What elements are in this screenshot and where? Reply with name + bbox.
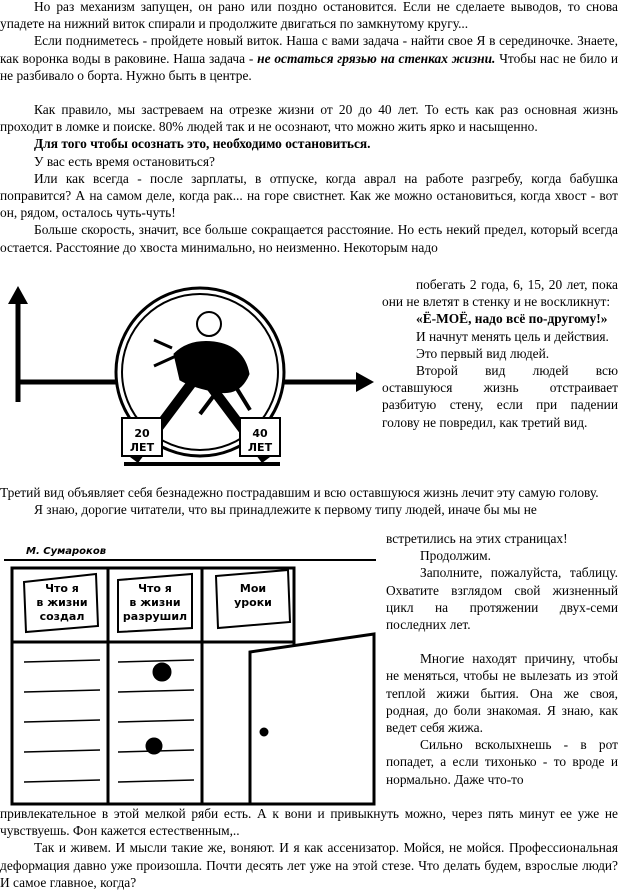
paragraph: Как правило, мы застреваем на отрезке жизни от 20 до 40 лет. То есть как раз основная жизнь проходит в ломке и поиске. 80% людей так и не осознают, что можно жить ярко и насыщенно.: [0, 102, 618, 135]
paragraph: Или как всегда - после зарплаты, в отпуске, когда аврал на работе разгребу, когда бабушка поправится? А на самом деле, когда рак... на горе свистнет. Как же можно остановиться, когда хвост - вот он, рядом, осталось чуть-чуть!: [0, 170, 618, 221]
paragraph: побегать 2 года, 6, 15, 20 лет, пока они не влетят в стенку и не воскликнут:: [382, 277, 618, 310]
col-3-line-2: уроки: [234, 596, 272, 609]
paragraph: Третий вид объявляет себя безнадежно пострадавшим и всю оставшуюся жизнь лечит эту самую голову.: [0, 485, 599, 500]
hamster-wheel-illustration: [4, 284, 374, 470]
paragraph-text: Если подниметесь - пройдете новый виток. Наша с вами задача - найти свое Я в серединочке. Знаете, как воронка воды в раковине. Наша задача -: [0, 33, 618, 66]
paragraph: Больше скорость, значит, все больше сокращается расстояние. Но есть некий предел, который всегда остается. Расстояние до хвоста минимально, но неизменно. Некоторым надо: [0, 222, 618, 255]
paragraph-text: Чтобы нас не било и не разбивало о борта. Нужно быть в центре.: [0, 50, 618, 83]
paragraph: Так и живем. И мысли такие же, воняют. И я как ассенизатор. Мойся, не мойся. Профессиональная деформация давно уже произошла. Почти десять лет уже на этой стезе. Что делать будем, взрослые люди? И самое главное, когда?: [0, 840, 618, 890]
paragraph: Сильно всколыхнешь - в рот попадет, а если тихонько - то вроде и нормально. Даже что-то: [386, 737, 618, 787]
right-column-2: [386, 530, 618, 788]
right-column-1: [382, 276, 618, 431]
paragraph: Многие находят причину, чтобы не меняться, чтобы не вылезать из этой теплой жижи бытия. Она же своя, родная, до боли знакомая. Я знаю, как ведет себя жижа.: [386, 651, 618, 736]
paragraph: Это первый вид людей.: [416, 345, 550, 361]
paragraph: привлекательное в этой мелкой ряби есть. А к вони и привыкнуть можно, через пять минут ее уже не чувствуешь. Фон кажется естественным,..: [0, 806, 618, 839]
top-text-block: [0, 0, 618, 256]
col-1-line-2: в жизни: [36, 596, 88, 609]
col-2-line-3: разрушил: [122, 610, 188, 623]
col-1-line-1: Что я: [45, 582, 79, 595]
paragraph: Второй вид людей всю оставшуюся жизнь отстраивает разбитую стену, если при падении голову не повредил, как третий вид.: [382, 363, 618, 430]
exclamation: «Ё-МОЁ, надо всё по-другому!»: [416, 311, 608, 327]
emphasis-text: не остаться грязью на стенках жизни.: [257, 50, 496, 66]
bold-paragraph: Для того чтобы осознать это, необходимо остановиться.: [34, 136, 371, 152]
illustration-author: М. Сумароков: [26, 546, 107, 557]
sign-20-sub: ЛЕТ: [129, 441, 155, 454]
paragraph: Заполните, пожалуйста, таблицу. Охватите взглядом свой жизненный цикл на протяжении двух-семи последних лет.: [386, 565, 618, 633]
bottom-text-block: [0, 805, 618, 891]
paragraph: И начнут менять цель и действия.: [416, 328, 609, 344]
paragraph: У вас есть время остановиться?: [34, 153, 215, 169]
paragraph: встретились на этих страницах!: [386, 531, 568, 546]
sign-20-label: 20: [134, 427, 150, 440]
col-1-line-3: создал: [39, 610, 85, 623]
paragraph: Но раз механизм запущен, он рано или поздно остановится. Если не сделаете выводов, то снова упадете на нижний виток спирали и продолжите двигаться по замкнутому кругу...: [0, 0, 618, 32]
middle-text-block: [0, 484, 618, 518]
paragraph: Продолжим.: [420, 548, 491, 564]
paragraph: [0, 32, 618, 84]
col-2-line-2: в жизни: [129, 596, 181, 609]
life-table-illustration: [4, 542, 378, 806]
sign-40-sub: ЛЕТ: [247, 441, 273, 454]
paragraph: Я знаю, дорогие читатели, что вы принадлежите к первому типу людей, иначе бы мы не: [34, 502, 537, 518]
sign-40-label: 40: [252, 427, 268, 440]
col-2-line-1: Что я: [138, 582, 172, 595]
col-3-line-1: Мои: [239, 582, 267, 595]
